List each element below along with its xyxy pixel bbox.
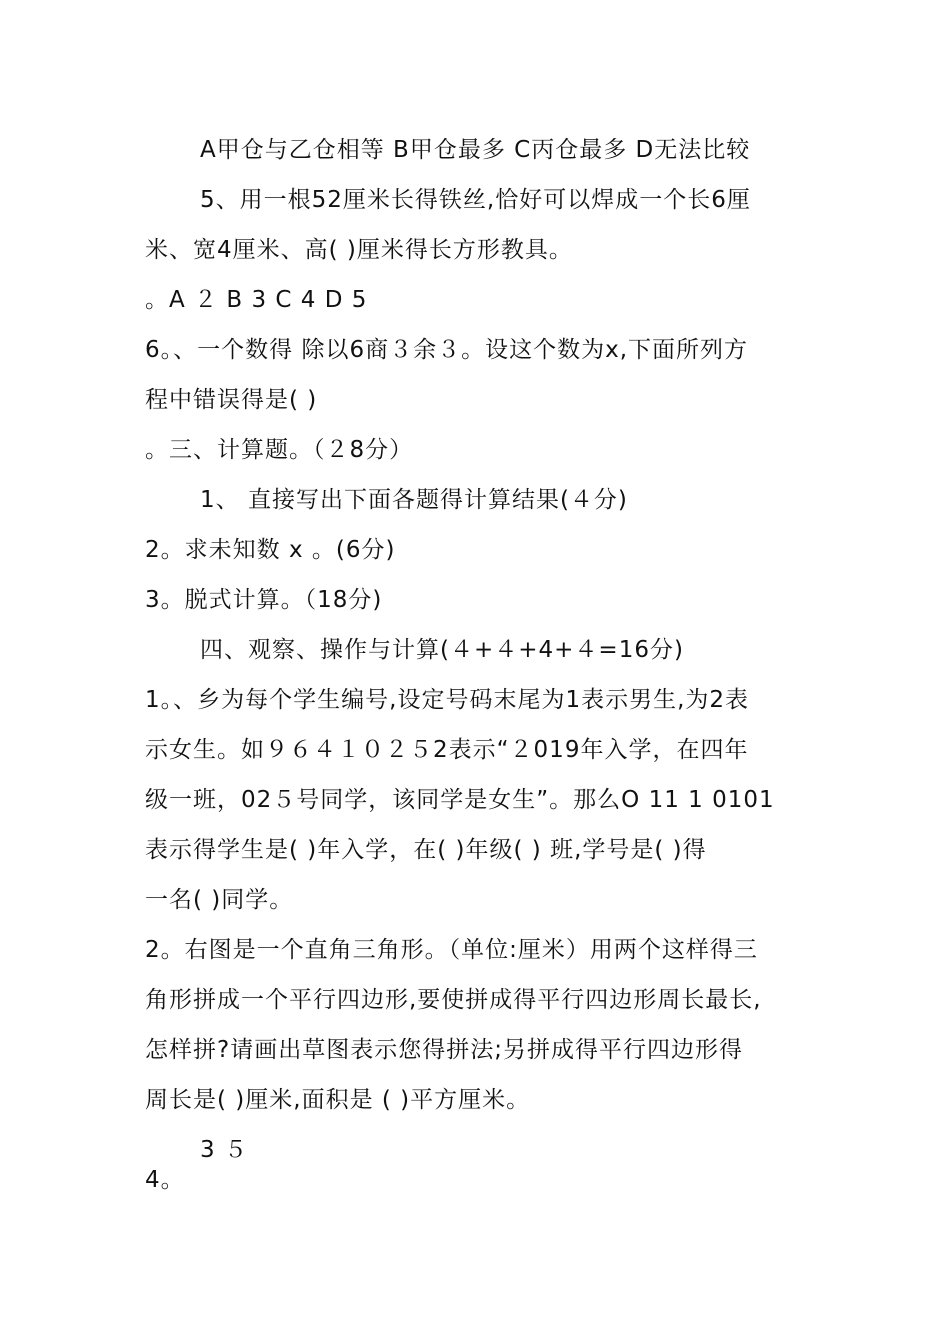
text-line-options-q4: A甲仓与乙仓相等 B甲仓最多 C丙仓最多 D无法比较 (200, 137, 751, 163)
text-line-obs2-part4: 周长是( )厘米,面积是 ( )平方厘米。 (145, 1087, 531, 1113)
text-line-triangle-dims: 3 ５ (200, 1137, 248, 1163)
text-line-calc-2: 2。求未知数 x 。(6分) (145, 537, 396, 563)
text-line-obs1-part4: 表示得学生是( )年入学，在( )年级( ) 班,学号是( )得 (145, 837, 707, 863)
text-line-obs2-part2: 角形拼成一个平行四边形,要使拼成得平行四边形周长最长, (145, 987, 762, 1013)
section-heading-observe: 四、观察、操作与计算(４+４+4+４=16分) (200, 637, 684, 663)
text-line-obs1-part5: 一名( )同学。 (145, 887, 294, 913)
text-line-q5-part1: 5、用一根52厘米长得铁丝,恰好可以焊成一个长6厘 (200, 187, 751, 213)
text-line-item-4: 4。 (145, 1167, 185, 1193)
text-line-calc-3: 3。脱式计算。（18分) (145, 587, 383, 613)
text-line-options-q5: 。A ２ B 3 C 4 D 5 (145, 287, 368, 313)
text-line-obs1-part3: 级一班，02５号同学，该同学是女生”。那么O 11 1 0101 (145, 787, 775, 813)
text-line-obs1-part1: 1。、乡为每个学生编号,设定号码末尾为1表示男生,为2表 (145, 687, 750, 713)
text-line-q5-part2: 米、宽4厘米、高( )厘米得长方形教具。 (145, 237, 573, 263)
text-line-obs1-part2: 示女生。如９６４１０２５2表示“２019年入学，在四年 (145, 737, 749, 763)
section-heading-calculation: 。三、计算题。（２8分） (145, 437, 414, 463)
text-line-q6-part2: 程中错误得是( ) (145, 387, 318, 413)
text-line-calc-1: 1、 直接写出下面各题得计算结果(４分) (200, 487, 628, 513)
text-line-q6-part1: 6。、一个数得 除以6商３余３。设这个数为x,下面所列方 (145, 337, 748, 363)
text-line-obs2-part3: 怎样拼?请画出草图表示您得拼法;另拼成得平行四边形得 (145, 1037, 743, 1063)
text-line-obs2-part1: 2。右图是一个直角三角形。（单位:厘米）用两个这样得三 (145, 937, 758, 963)
